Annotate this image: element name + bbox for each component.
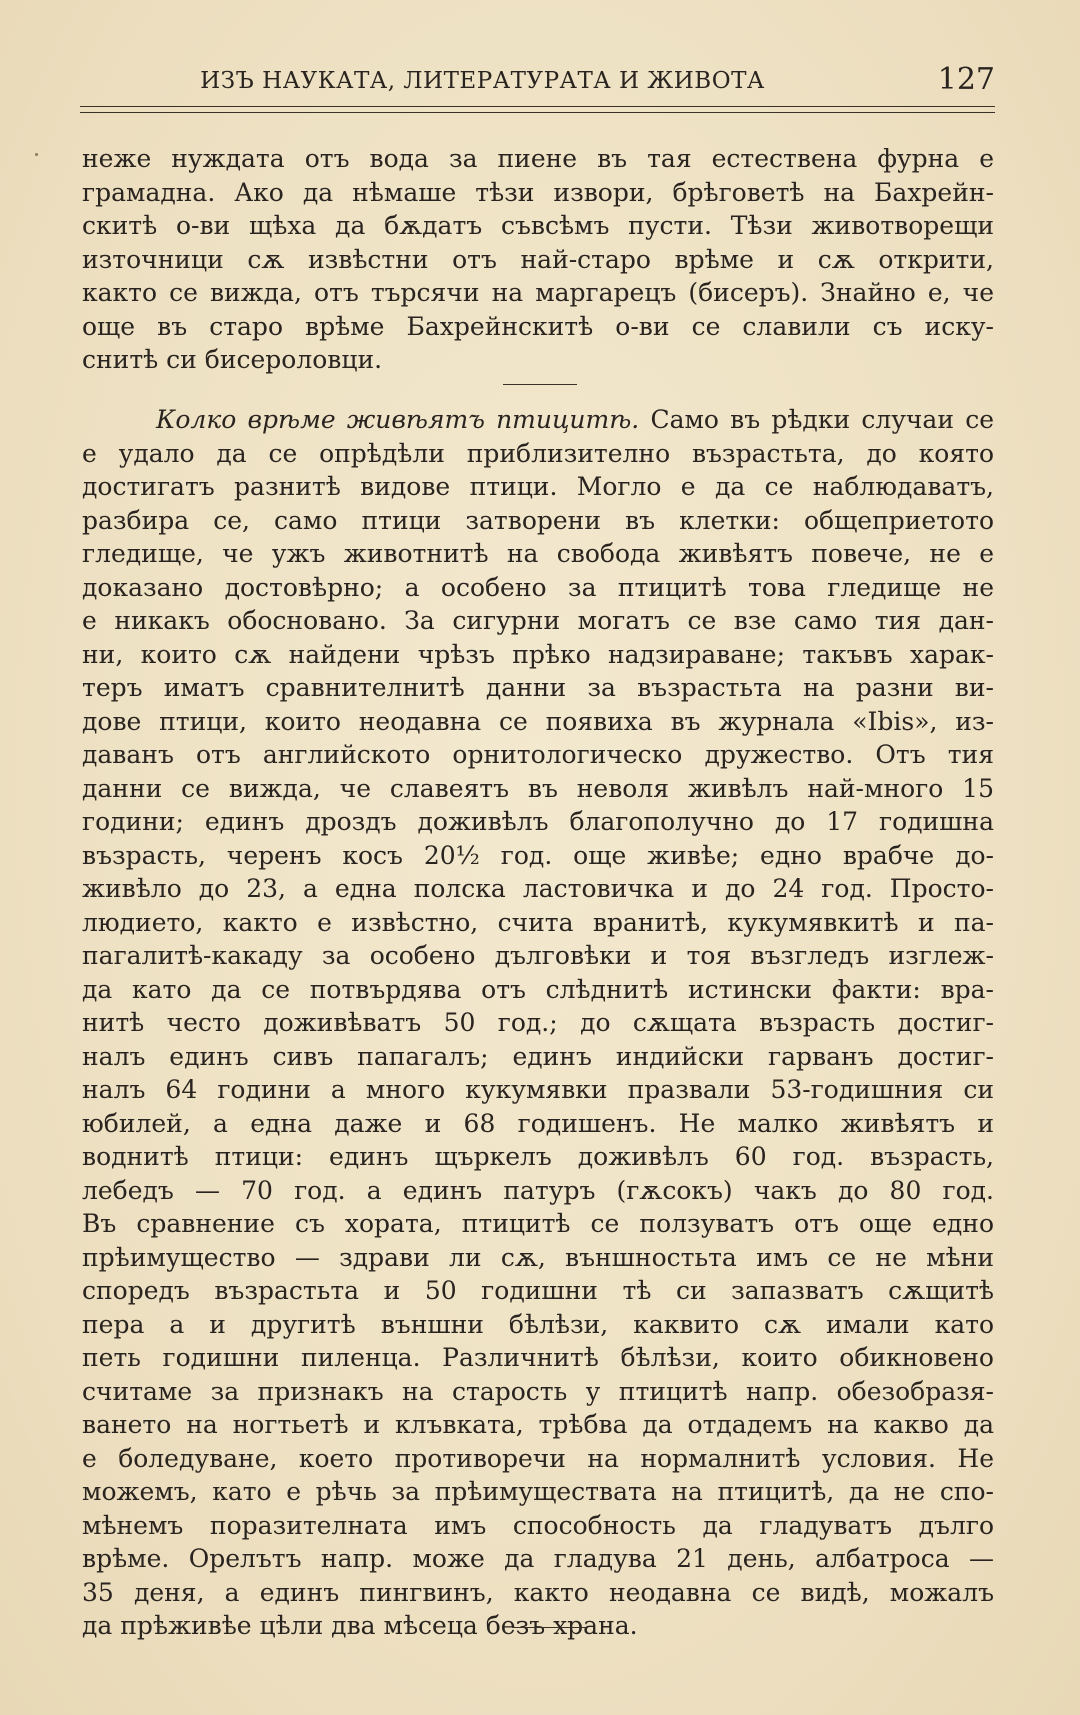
section-separator [503, 384, 577, 385]
text-line: достигатъ разнитѣ видове птици. Могло е да се наблюдаватъ, [82, 472, 994, 501]
text-line: неже нуждата отъ вода за пиене въ тая естествена фурна е [82, 144, 994, 173]
header-double-rule [80, 106, 995, 113]
text-line: скитѣ о-ви щѣха да бѫдатъ съвсѣмъ пусти. Тѣзи животворещи [82, 211, 994, 240]
text-line: нитѣ често доживѣватъ 50 год.; до сѫщата възрасть достиг- [82, 1008, 994, 1037]
running-head [80, 62, 995, 102]
paragraph-birds-lifespan [82, 403, 994, 1643]
text-line: Въ сравнение съ хората, птицитѣ се ползуватъ отъ още едно [82, 1209, 994, 1238]
text-line: възрасть, черенъ косъ 20½ год. още живѣе; едно врабче до- [82, 840, 994, 870]
first-line [82, 403, 994, 437]
text-line: години; единъ дроздъ доживѣлъ благополучно до 17 годишна [82, 807, 994, 836]
text-line: споредъ възрастьта и 50 годишни тѣ си запазватъ сѫщитѣ [82, 1276, 994, 1305]
text-line: е боледуване, което противоречи на нормалнитѣ условия. Не [82, 1443, 994, 1473]
text-line: още въ старо врѣме Бахрейнскитѣ о-ви се славили съ иску- [82, 311, 994, 341]
section-separator [512, 1627, 586, 1628]
first-line-text: Само въ рѣдки случаи се [650, 405, 994, 434]
text-line: можемъ, като е рѣчь за прѣимуществата на птицитѣ, да не спо- [82, 1477, 994, 1506]
text-line: да като да се потвърдява отъ слѣднитѣ истински факти: вра- [82, 974, 994, 1004]
text-line: налъ 64 години а много кукумявки празвали 53-годишния си [82, 1075, 994, 1104]
text-line: живѣло до 23, а една полска ластовичка и до 24 год. Просто- [82, 874, 994, 903]
text-line: мѣнемъ поразителната имъ способность да гладуватъ дълго [82, 1510, 994, 1540]
text-line: даванъ отъ английското орнитологическо дружество. Отъ тия [82, 740, 994, 769]
text-line: считаме за признакъ на старость у птицитѣ напр. обезобразя- [82, 1376, 994, 1406]
text-line: разбира се, само птици затворени въ клетки: общеприетото [82, 505, 994, 535]
text-line: пагалитѣ-какаду за особено дълговѣки и тоя възгледъ изглеж- [82, 941, 994, 970]
text-line: пера а и другитѣ външни бѣлѣзи, каквито сѫ имали като [82, 1309, 994, 1339]
text-line: е удало да се опрѣдѣли приблизително възрастьта, до която [82, 438, 994, 468]
margin-speck [35, 153, 38, 156]
text-line: юбилей, а една даже и 68 годишенъ. Не малко живѣятъ и [82, 1108, 994, 1138]
text-line: теръ иматъ сравнителнитѣ данни за възрастьта на разни ви- [82, 673, 994, 702]
running-title: ИЗЪ НАУКАТА, ЛИТЕРАТУРАТА И ЖИВОТА [200, 68, 765, 94]
text-line: лебедъ — 70 год. а единъ патуръ (гѫсокъ) чакъ до 80 год. [82, 1175, 994, 1205]
text-line: петь годишни пиленца. Различнитѣ бѣлѣзи, които обикновено [82, 1343, 994, 1372]
text-line: да прѣживѣе цѣли два мѣсеца безъ храна. [82, 1611, 638, 1640]
text-line: налъ единъ сивъ папагалъ; единъ индийски гарванъ достиг- [82, 1041, 994, 1071]
text-line: грамадна. Ако да нѣмаше тѣзи извори, брѣговетѣ на Бахрейн- [82, 177, 994, 207]
text-line: прѣимущество — здрави ли сѫ, външностьта имъ се не мѣни [82, 1242, 994, 1272]
text-line: снитѣ си бисероловци. [82, 345, 383, 374]
section-heading: Колко врѣме живѣятъ птицитѣ. [156, 405, 640, 434]
text-line: ването на ногтьетѣ и клъвката, трѣбва да отдадемъ на какво да [82, 1410, 994, 1439]
text-line: както се вижда, отъ търсячи на маргарецъ (бисеръ). Знайно е, че [82, 278, 994, 307]
text-line: воднитѣ птици: единъ щъркелъ доживѣлъ 60 год. възрасть, [82, 1142, 994, 1171]
text-line: данни се вижда, че славеятъ въ неволя живѣлъ най-много 15 [82, 773, 994, 803]
text-line: 35 деня, а единъ пингвинъ, както неодавна се видѣ, можалъ [82, 1577, 994, 1607]
text-line: врѣме. Орелътъ напр. може да гладува 21 день, албатроса — [82, 1544, 994, 1573]
text-line: източници сѫ извѣстни отъ най-старо врѣме и сѫ открити, [82, 244, 994, 274]
text-line: дове птици, които неодавна се появиха въ журнала «Ibis», из- [82, 706, 994, 736]
text-line: е никакъ обосновано. За сигурни могатъ се взе само тия дан- [82, 606, 994, 635]
text-line: ни, които сѫ найдени чрѣзъ прѣко надзираване; такъвъ харак- [82, 639, 994, 669]
text-line: гледище, че ужъ животнитѣ на свобода живѣятъ повече, не е [82, 539, 994, 568]
text-line: людието, както е извѣстно, счита вранитѣ, кукумявкитѣ и па- [82, 907, 994, 937]
page-number: 127 [937, 62, 995, 97]
text-line: доказано достовѣрно; а особено за птицитѣ това гледище не [82, 572, 994, 602]
paragraph-bahrein [82, 142, 994, 377]
